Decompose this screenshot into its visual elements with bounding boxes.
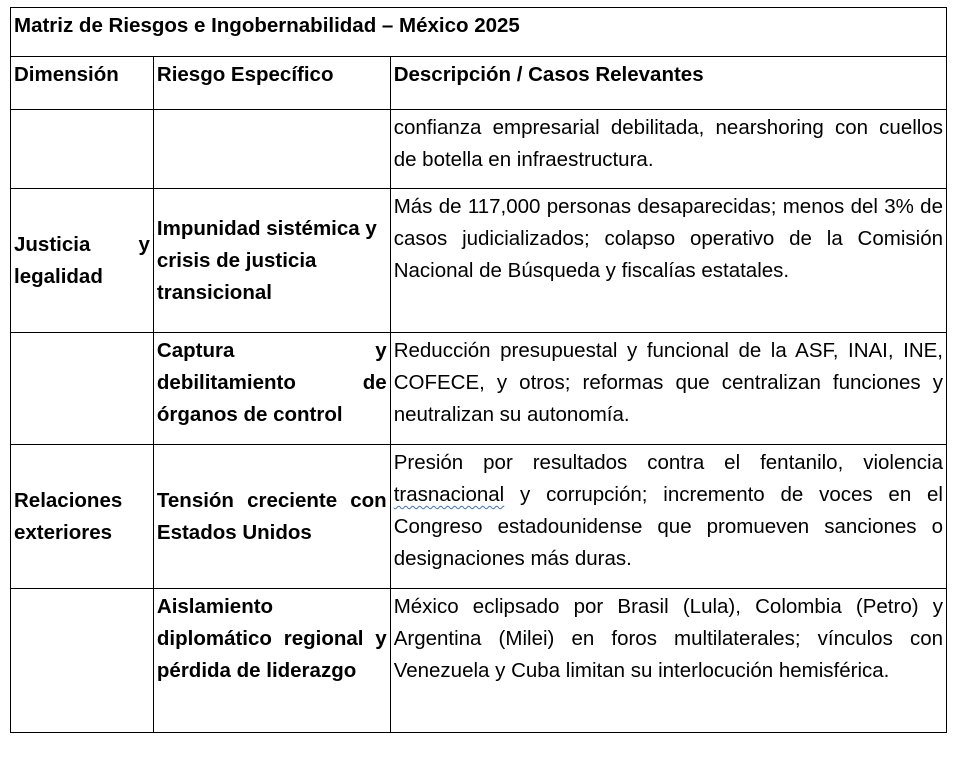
table-row [11,333,947,445]
cell-riesgo[interactable]: Captura y debilitamiento de órganos de control [153,333,390,445]
cell-descripcion[interactable]: Más de 117,000 personas desaparecidas; menos del 3% de casos judicializados; colapso operativo de la Comisión Nacional de Búsqueda y fiscalías estatales. [390,189,946,333]
table-title[interactable]: Matriz de Riesgos e Ingobernabilidad – México 2025 [11,8,947,57]
cell-descripcion[interactable]: Reducción presupuestal y funcional de la ASF, INAI, INE, COFECE, y otros; reformas que centralizan funciones y neutralizan su autonomía. [390,333,946,445]
table-row [11,445,947,589]
cell-riesgo[interactable]: Impunidad sistémica y crisis de justicia transicional [153,189,390,333]
table-row [11,110,947,189]
cell-dimension[interactable] [11,333,154,445]
cell-riesgo[interactable]: Tensión creciente con Estados Unidos [153,445,390,589]
table-row [11,589,947,733]
cell-descripcion[interactable] [390,445,946,589]
header-row [11,57,947,110]
cell-dimension[interactable] [11,110,154,189]
cell-dimension[interactable]: Justicia y legalidad [11,189,154,333]
header-descripcion[interactable]: Descripción / Casos Relevantes [390,57,946,110]
spellcheck-flagged-word[interactable]: trasnacional [393,483,505,506]
cell-dimension[interactable] [11,589,154,733]
cell-dimension[interactable]: Relaciones exteriores [11,445,154,589]
header-dimension[interactable]: Dimensión [11,57,154,110]
table-row [11,189,947,333]
title-row [11,8,947,57]
risk-matrix-table [10,7,947,733]
descripcion-text-pre: Presión por resultados contra el fentanilo, violencia [393,451,943,474]
cell-riesgo[interactable] [153,110,390,189]
cell-descripcion[interactable]: México eclipsado por Brasil (Lula), Colombia (Petro) y Argentina (Milei) en foros multilaterales; vínculos con Venezuela y Cuba limitan su interlocución hemisférica. [390,589,946,733]
cell-riesgo[interactable]: Aislamiento diplomático regional y pérdida de liderazgo [153,589,390,733]
descripcion-text-post: y corrupción; incremento de voces en el Congreso estadounidense que promueven sanciones o designaciones más duras. [393,483,943,570]
cell-descripcion[interactable]: confianza empresarial debilitada, nearshoring con cuellos de botella en infraestructura. [390,110,946,189]
header-riesgo[interactable]: Riesgo Específico [153,57,390,110]
